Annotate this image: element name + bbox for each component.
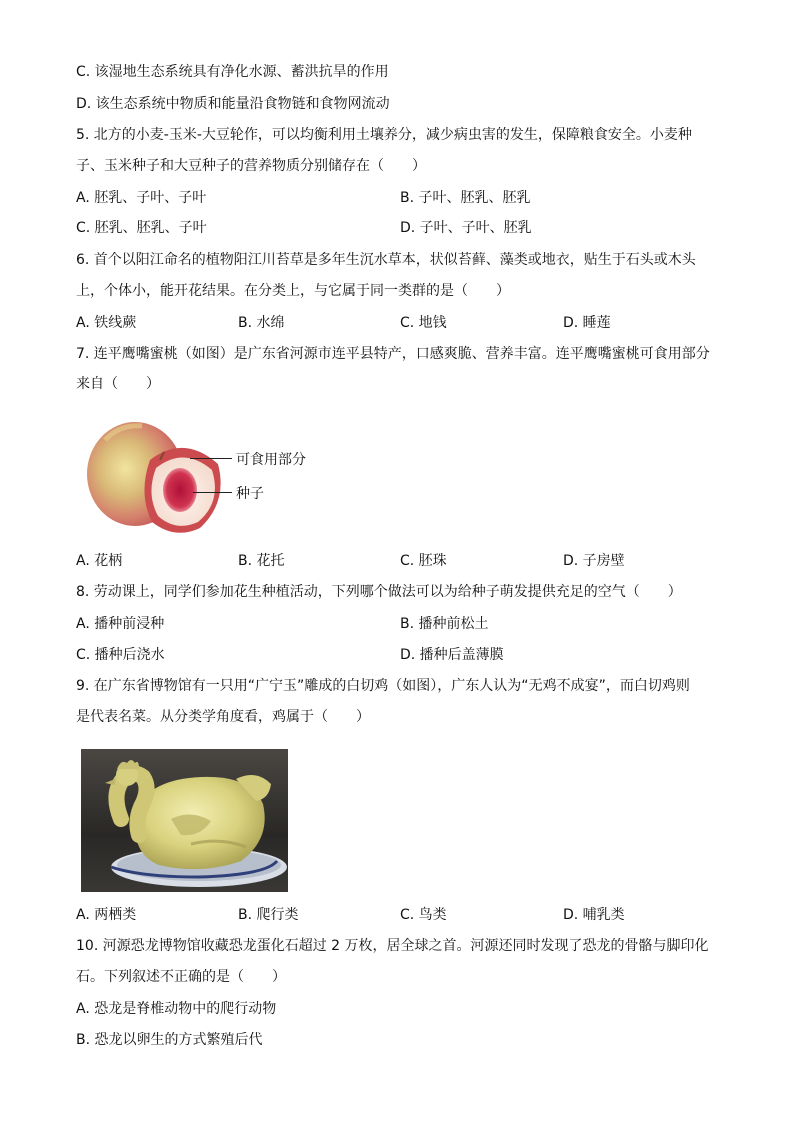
q6-option-c: C. 地钱 [400,315,447,331]
peach-edible-pointer [190,458,232,459]
q5-option-c: C. 胚乳、胚乳、子叶 [76,220,207,236]
q8-option-c: C. 播种后浇水 [76,647,165,663]
q10-option-b: B. 恐龙以卵生的方式繁殖后代 [76,1032,263,1048]
question-5-line-2: 子、玉米种子和大豆种子的营养物质分别储存在（ ） [76,158,426,174]
question-6-line-2: 上，个体小，能开花结果。在分类上，与它属于同一类群的是（ ） [76,283,510,299]
q7-option-c: C. 胚珠 [400,553,447,569]
question-10-line-1: 10. 河源恐龙博物馆收藏恐龙蛋化石超过 2 万枚，居全球之首。河源还同时发现了恐龙的骨骼与脚印化 [76,938,709,954]
peach-label-seed: 种子 [236,486,264,502]
q10-option-a: A. 恐龙是脊椎动物中的爬行动物 [76,1001,277,1017]
line-d-option: D. 该生态系统中物质和能量沿食物链和食物网流动 [76,96,390,112]
peach-seed-pointer [193,492,232,493]
question-7-line-2: 来自（ ） [76,376,160,392]
question-6-line-1: 6. 首个以阳江命名的植物阳江川苔草是多年生沉水草本，状似苔藓、藻类或地衣，贴生于石头或木头 [76,252,696,268]
question-5-line-1: 5. 北方的小麦-玉米-大豆轮作，可以均衡利用土壤养分，减少病虫害的发生，保障粮食安全。小麦种 [76,127,692,143]
question-7-line-1: 7. 连平鹰嘴蜜桃（如图）是广东省河源市连平县特产，口感爽脆、营养丰富。连平鹰嘴蜜桃可食用部分 [76,346,710,362]
question-9-line-1: 9. 在广东省博物馆有一只用“广宁玉”雕成的白切鸡（如图），广东人认为“无鸡不成宴”，而白切鸡则 [76,678,690,694]
q9-option-b: B. 爬行类 [238,907,299,923]
jade-chicken-photo [81,749,288,892]
q9-option-c: C. 鸟类 [400,907,447,923]
q6-option-b: B. 水绵 [238,315,285,331]
line-c-option: C. 该湿地生态系统具有净化水源、蓄洪抗旱的作用 [76,64,389,80]
q7-option-b: B. 花托 [238,553,285,569]
q9-option-a: A. 两栖类 [76,907,137,923]
q7-option-a: A. 花柄 [76,553,123,569]
question-10-line-2: 石。下列叙述不正确的是（ ） [76,969,286,985]
q6-option-d: D. 睡莲 [563,315,611,331]
q8-option-d: D. 播种后盖薄膜 [400,647,504,663]
q5-option-b: B. 子叶、胚乳、胚乳 [400,190,531,206]
question-8-line: 8. 劳动课上，同学们参加花生种植活动，下列哪个做法可以为给种子萌发提供充足的空气（ ） [76,584,682,600]
peach-figure [80,412,230,542]
question-9-line-2: 是代表名菜。从分类学角度看，鸡属于（ ） [76,709,370,725]
peach-label-edible: 可食用部分 [236,452,306,468]
q5-option-a: A. 胚乳、子叶、子叶 [76,190,207,206]
q5-option-d: D. 子叶、子叶、胚乳 [400,220,532,236]
q6-option-a: A. 铁线蕨 [76,315,137,331]
q7-option-d: D. 子房壁 [563,553,625,569]
q9-option-d: D. 哺乳类 [563,907,625,923]
q8-option-a: A. 播种前浸种 [76,616,165,632]
q8-option-b: B. 播种前松土 [400,616,489,632]
